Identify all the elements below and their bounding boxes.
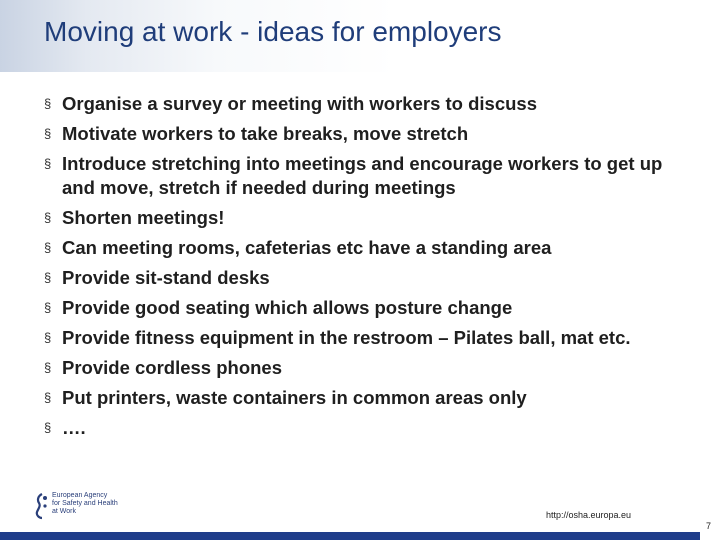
bullet-item [44,416,684,440]
bullet-item [44,236,684,260]
footer-band [0,532,700,540]
bullet-marker: § [44,360,52,375]
bullet-item [44,122,684,146]
logo-line: at Work [52,508,76,515]
bullet-marker: § [44,210,52,225]
bullet-item [44,356,684,380]
bullet-marker: § [44,330,52,345]
footer-url[interactable]: http://osha.europa.eu [546,510,632,520]
bullet-marker: § [44,270,52,285]
bullet-text: Put printers, waste containers in common areas only [62,387,527,408]
bullet-marker: § [44,390,52,405]
bullet-text: Shorten meetings! [62,207,225,228]
bullet-marker: § [44,126,52,141]
logo-line: for Safety and Health [52,500,118,507]
bullet-text: …. [62,417,86,438]
bullet-text: Motivate workers to take breaks, move stretch [62,123,469,144]
bullet-text: Introduce stretching into meetings and encourage workers to get up and move, stretch if needed during meetings [62,153,663,198]
bullet-marker: § [44,96,52,111]
bullet-item [44,326,684,350]
bullet-item [44,152,684,200]
bullet-text: Provide sit-stand desks [62,267,270,288]
bullet-text: Can meeting rooms, cafeterias etc have a standing area [62,237,552,258]
bullet-text: Organise a survey or meeting with workers to discuss [62,93,537,114]
eu-osha-emblem-icon [34,492,50,520]
bullet-marker: § [44,240,52,255]
bullet-item [44,296,684,320]
bullet-text: Provide cordless phones [62,357,283,378]
logo-text [52,492,132,516]
bullet-marker: § [44,300,52,315]
bullet-item [44,206,684,230]
bullet-marker: § [44,420,52,435]
eu-osha-logo [34,492,124,522]
bullet-item [44,266,684,290]
bullet-item [44,92,684,116]
logo-line: European Agency [52,492,108,499]
page-number: 7 [706,521,712,531]
slide-title: Moving at work - ideas for employers [44,16,502,47]
bullet-marker: § [44,156,52,171]
bullet-item [44,386,684,410]
bullet-list [44,92,684,446]
bullet-text: Provide good seating which allows posture change [62,297,513,318]
bullet-text: Provide fitness equipment in the restroom – Pilates ball, mat etc. [62,327,631,348]
